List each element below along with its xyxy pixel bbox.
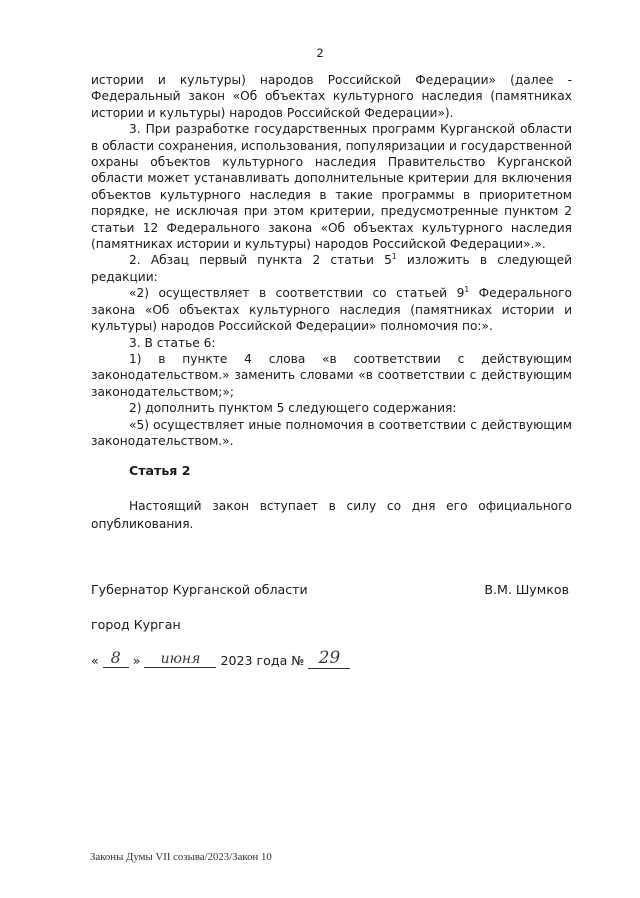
close-quote: » bbox=[132, 653, 141, 668]
paragraph-text: 1) в пункте 4 слова «в соответствии с действующим законодательством.» заменить словами «в соответствии с действующим законодательством;»; bbox=[91, 351, 572, 399]
paragraph-article-6 bbox=[91, 335, 572, 351]
paragraph-text: 2) дополнить пунктом 5 следующего содержания: bbox=[129, 401, 457, 416]
city-line: город Курган bbox=[91, 617, 181, 632]
paragraph-subitem-1 bbox=[91, 351, 572, 400]
article-2-text: Настоящий закон вступает в силу со дня его официального опубликования. bbox=[91, 499, 572, 531]
year-label: 2023 года № bbox=[220, 653, 305, 668]
law-body bbox=[91, 72, 572, 449]
superscript: 1 bbox=[391, 252, 397, 262]
handwritten-day: 8 bbox=[103, 648, 129, 668]
date-line bbox=[91, 650, 350, 671]
paragraph-text-continued: Федерального закона «Об объектах культурного наследия (памятниках истории и культуры) народов Российской Федерации» полномочия по:». bbox=[91, 286, 572, 334]
article-2-heading: Статья 2 bbox=[129, 463, 191, 478]
paragraph-quoted-item-5 bbox=[91, 417, 572, 450]
paragraph-text: 3. При разработке государственных программ Курганской области в области сохранения, использования, популяризации и государственной охраны объектов культурного наследия Правительство Курганской области может устанавливать дополнительные критерии для включения объектов культурного наследия в такие программы в приоритетном порядке, не исключая при этом критерии, предусмотренные пунктом 2 статьи 12 Федерального закона «Об объектах культурного наследия (памятниках истории и культуры) народов Российской Федерации».». bbox=[91, 122, 572, 252]
page-number: 2 bbox=[316, 46, 324, 60]
signer-title: Губернатор Курганской области bbox=[91, 582, 308, 597]
open-quote: « bbox=[91, 653, 99, 668]
handwritten-number: 29 bbox=[308, 648, 350, 669]
paragraph-text: «2) осуществляет в соответствии со статьей 9 bbox=[129, 286, 465, 301]
paragraph-continuation bbox=[91, 72, 572, 121]
paragraph-subitem-2 bbox=[91, 400, 572, 416]
signer-name: В.М. Шумков bbox=[484, 582, 569, 597]
paragraph-point-3 bbox=[91, 121, 572, 252]
paragraph-article-5-1 bbox=[91, 252, 572, 285]
paragraph-text: 3. В статье 6: bbox=[129, 335, 216, 350]
superscript: 1 bbox=[464, 285, 470, 295]
footer-reference: Законы Думы VII созыва/2023/Закон 10 bbox=[90, 851, 272, 863]
paragraph-quoted-item-2 bbox=[91, 285, 572, 334]
handwritten-month: июня bbox=[144, 651, 216, 668]
paragraph-text: «5) осуществляет иные полномочия в соответствии с действующим законодательством.». bbox=[91, 417, 572, 448]
paragraph-text: 2. Абзац первый пункта 2 статьи 5 bbox=[129, 253, 392, 268]
paragraph-text: истории и культуры) народов Российской Федерации» (далее - Федеральный закон «Об объектах культурного наследия (памятниках истории и культуры) народов Российской Федерации»). bbox=[91, 73, 572, 120]
paragraph-text-continued: изложить в следующей редакции: bbox=[91, 253, 572, 284]
